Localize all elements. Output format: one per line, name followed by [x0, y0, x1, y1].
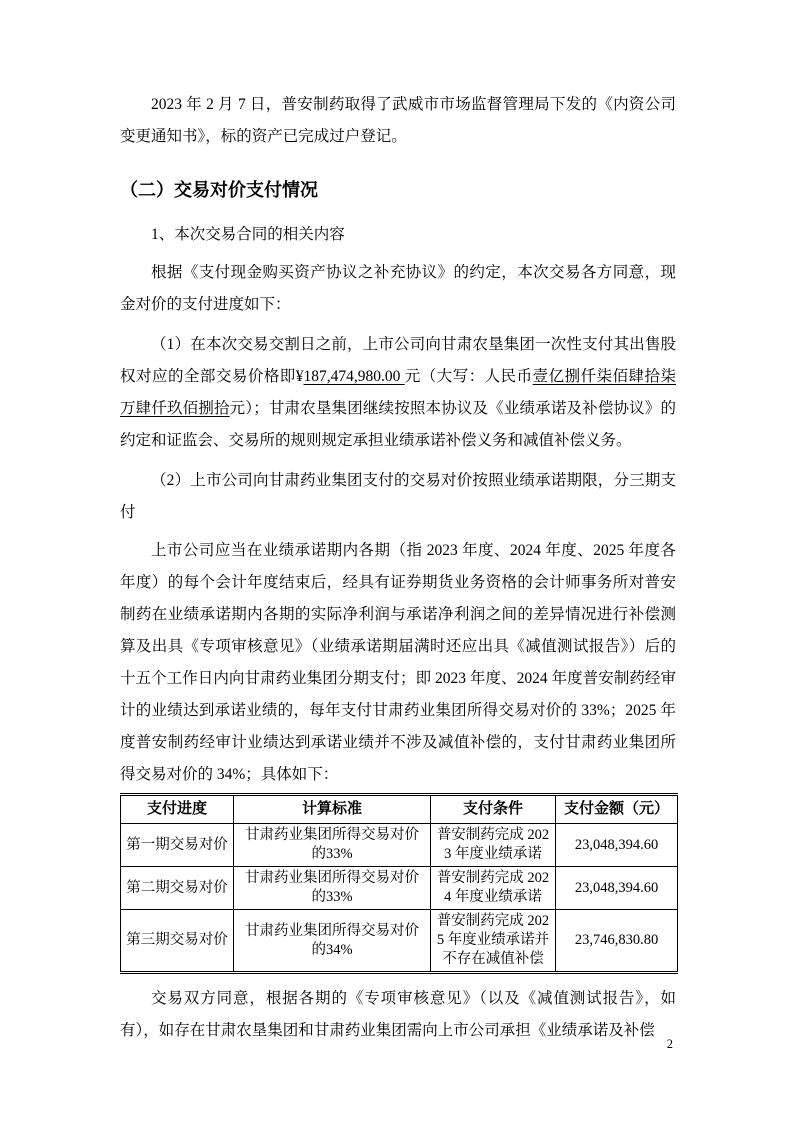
cell-phase: 第二期交易对价	[121, 867, 234, 910]
text-run-middle: 元（大写：人民币	[404, 368, 533, 385]
cell-condition: 普安制药完成 2024 年度业绩承诺	[431, 867, 556, 910]
col-header-phase: 支付进度	[121, 795, 234, 824]
cell-amount: 23,048,394.60	[556, 824, 678, 867]
cell-condition: 普安制药完成 2025 年度业绩承诺并不存在减值补偿	[431, 910, 556, 973]
cell-amount: 23,746,830.80	[556, 910, 678, 973]
col-header-condition: 支付条件	[431, 795, 556, 824]
table-row-phase2	[121, 867, 678, 910]
section-heading: （二）交易对价支付情况	[120, 180, 318, 200]
col-header-standard: 计算标准	[234, 795, 431, 824]
standard-percent: 33%	[325, 846, 353, 862]
payment-schedule-table	[120, 793, 678, 974]
cell-phase: 第三期交易对价	[121, 910, 234, 973]
table-header-row	[121, 795, 678, 824]
col-header-amount: 支付金额（元）	[556, 795, 678, 824]
standard-percent: 34%	[325, 941, 353, 958]
text-run-after: 元）；甘肃农垦集团继续按照本协议及《业绩承诺及补偿协议》的约定和证监会、交易所的规则规定承担业绩承诺补偿义务和减值补偿义务。	[120, 400, 676, 449]
underlined-amount-words: 壹亿捌仟柒佰肆拾柒万肆仟玖佰捌拾	[120, 368, 676, 417]
standard-percent: 33%	[325, 889, 353, 905]
cell-phase: 第一期交易对价	[121, 824, 234, 867]
text-run-before-amount: （1）在本次交易交割日之前，上市公司向甘肃农垦集团一次性支付其出售股权对应的全部交易价格即¥	[120, 336, 676, 385]
table-row-phase3	[121, 910, 678, 973]
standard-text: 甘肃药业集团所得交易对价的	[245, 870, 419, 905]
cell-condition: 普安制药完成 2023 年度业绩承诺	[431, 824, 556, 867]
paragraph-item1	[120, 329, 676, 457]
cell-standard	[234, 910, 431, 973]
paragraph-agreement: 根据《支付现金购买资产协议之补充协议》的约定，本次交易各方同意，现金对价的支付进度如下：	[120, 264, 676, 313]
underlined-amount-figure: 187,474,980.00	[303, 368, 405, 385]
paragraph-item2: （2）上市公司向甘肃药业集团支付的交易对价按照业绩承诺期限，分三期支付	[120, 472, 676, 521]
paragraph-bottom: 交易双方同意，根据各期的《专项审核意见》（以及《减值测试报告》，如有），如存在甘肃农垦集团和甘肃药业集团需向上市公司承担《业绩承诺及补偿	[120, 990, 676, 1039]
cell-standard	[234, 867, 431, 910]
table-row-phase1	[121, 824, 678, 867]
cell-amount: 23,048,394.60	[556, 867, 678, 910]
cell-standard	[234, 824, 431, 867]
page-number: 2	[666, 1037, 673, 1051]
sub-item-heading: 1、本次交易合同的相关内容	[151, 226, 345, 243]
standard-text: 甘肃药业集团所得交易对价的	[245, 827, 419, 862]
standard-text: 甘肃药业集团所得交易对价的	[245, 922, 419, 958]
paragraph-registration: 2023 年 2 月 7 日，普安制药取得了武威市市场监督管理局下发的《内资公司变更通知书》，标的资产已完成过户登记。	[120, 96, 676, 145]
paragraph-schedule: 上市公司应当在业绩承诺期内各期（指 2023 年度、2024 年度、2025 年度各年度）的每个会计年度结束后，经具有证券期货业务资格的会计师事务所对普安制药在业绩承诺期内各期的实际净利润与承诺净利润之间的差异情况进行补偿测算及出具《专项审核意见》（业绩承诺期届满时还应出具《减值测试报告》）后的十五个工作日内向甘肃药业集团分期支付；即 2023 年度、2024 年度普安制药经审计的业绩达到承诺业绩的，每年支付甘肃药业集团所得交易对价的 33%；2025 年度普安制药经审计业绩达到承诺业绩并不涉及减值补偿的，支付甘肃药业集团所得交易对价的 34%；具体如下：	[120, 542, 676, 783]
